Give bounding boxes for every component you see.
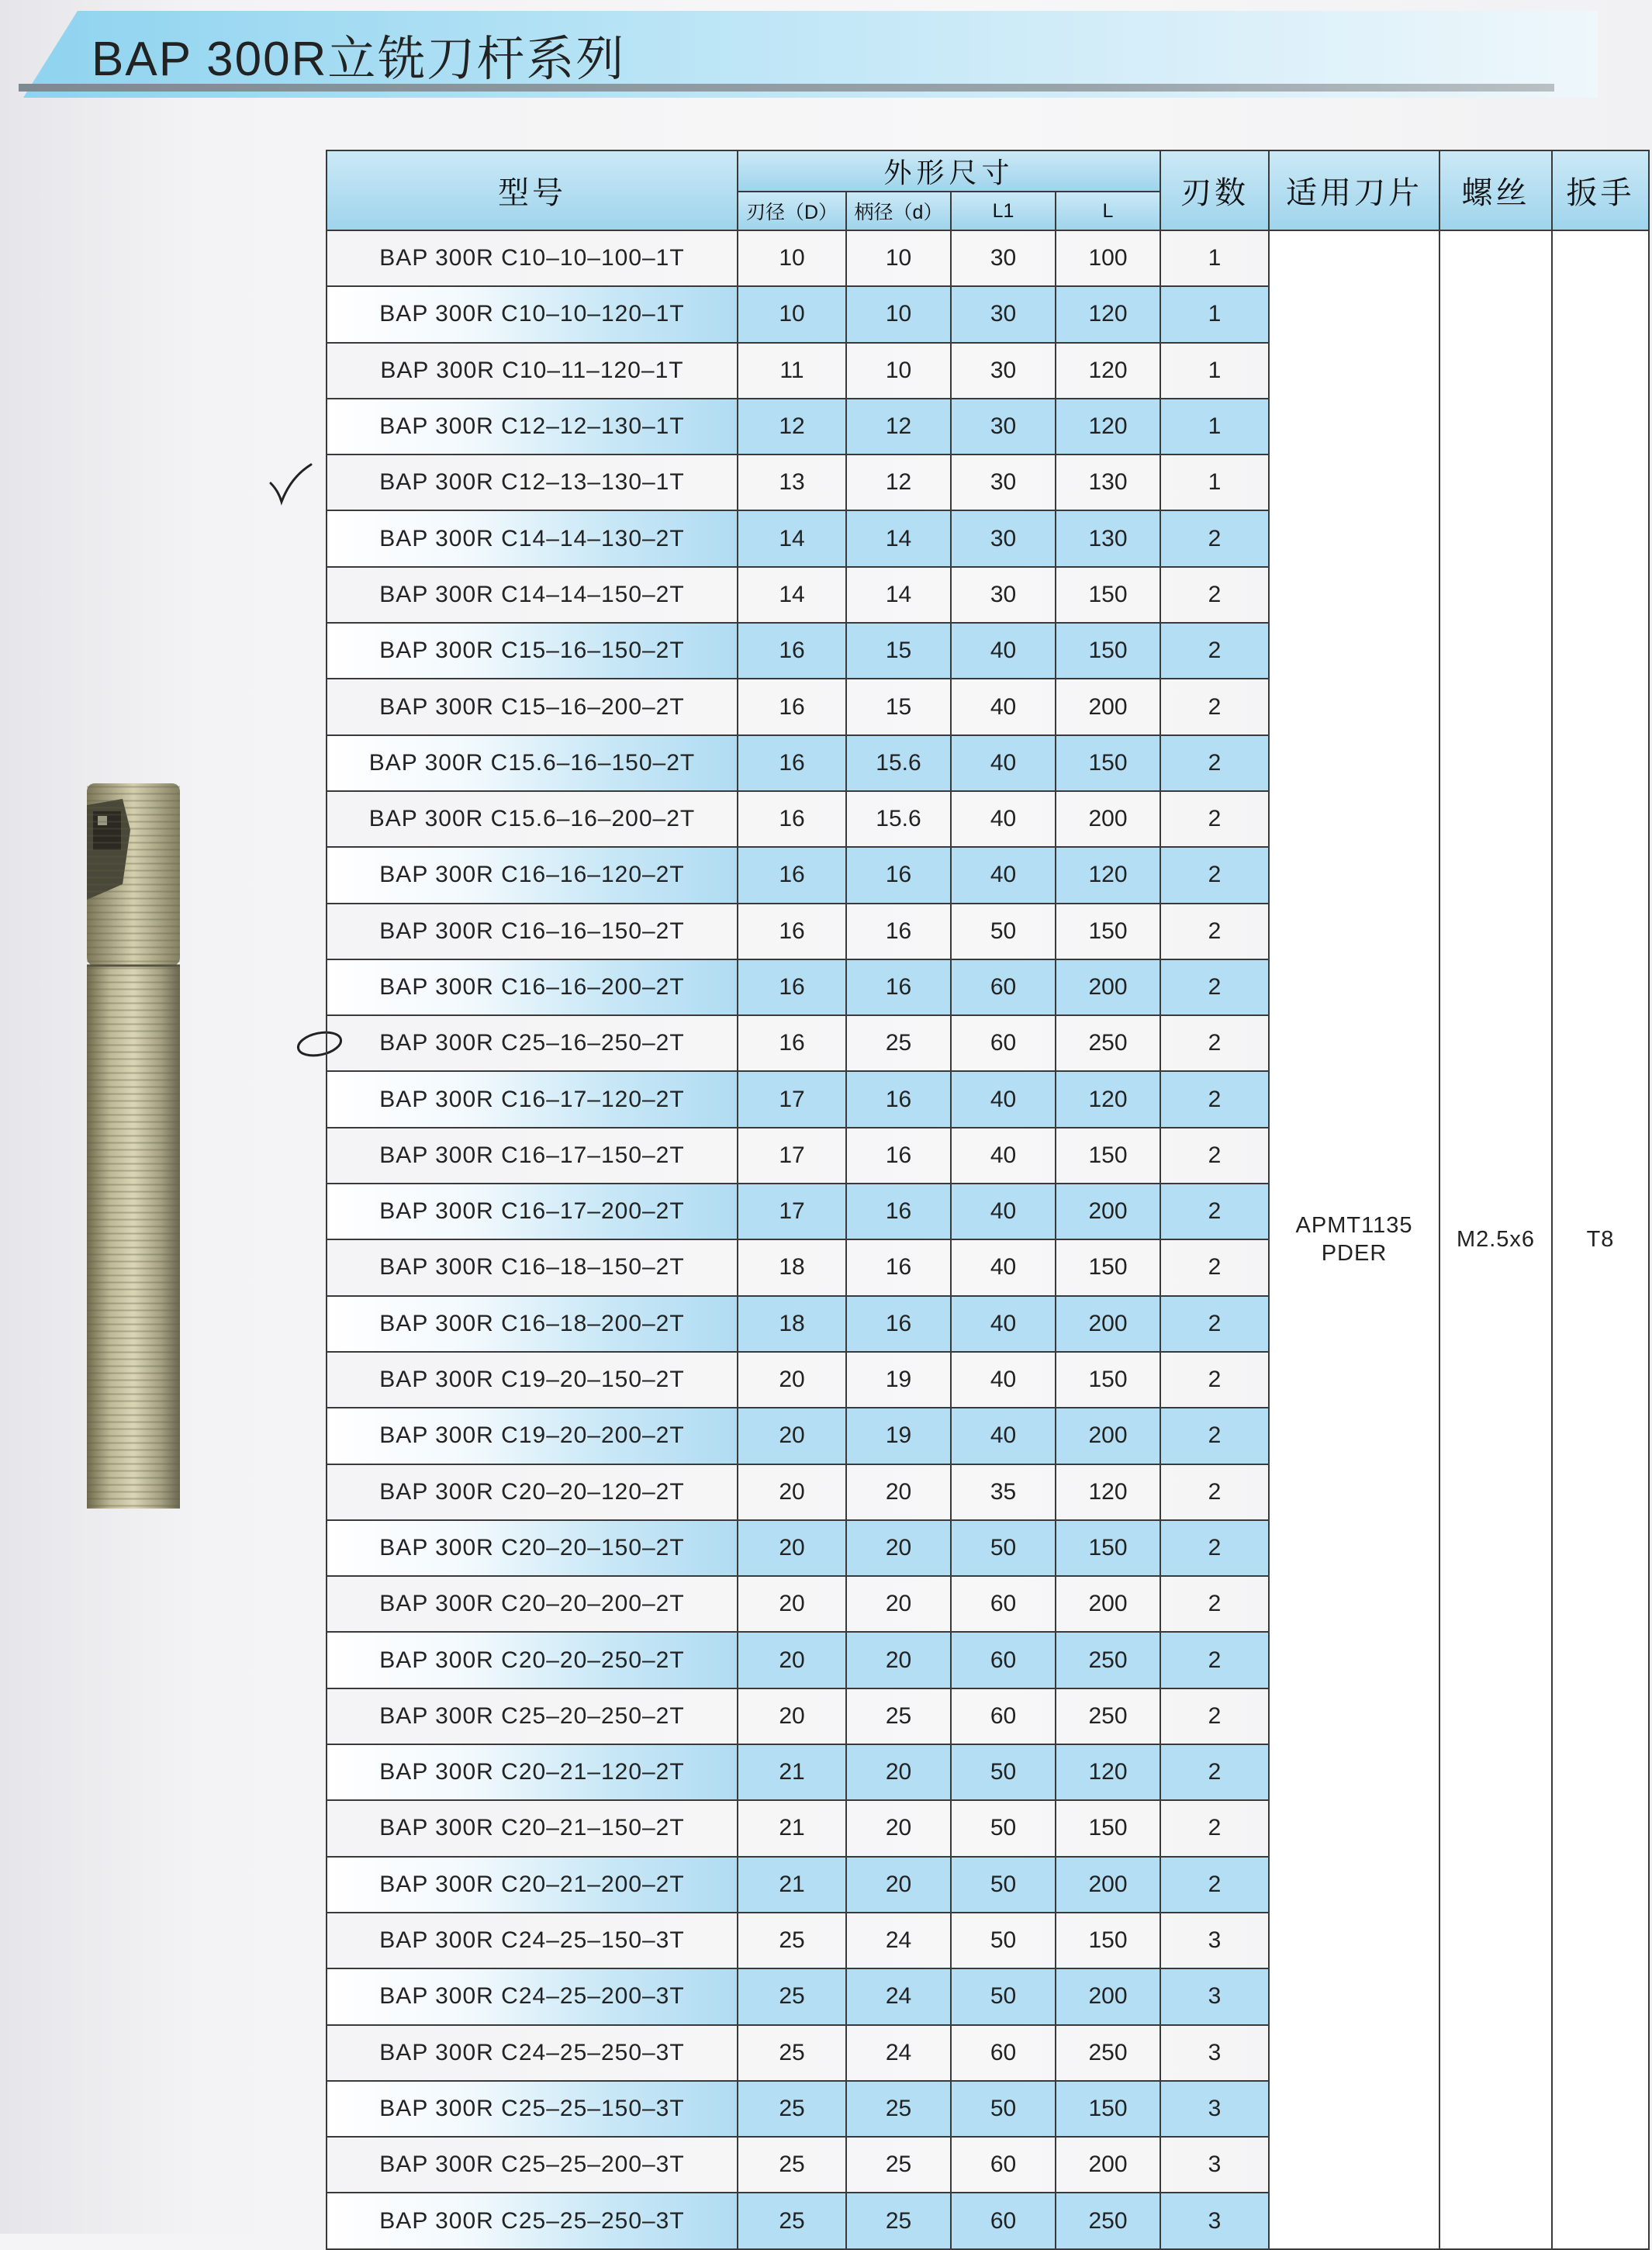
flutes-cell: 2 xyxy=(1160,1632,1269,1688)
l-cell: 150 xyxy=(1056,2081,1160,2137)
shank-dia-cell: 14 xyxy=(846,567,951,623)
l-cell: 120 xyxy=(1056,343,1160,399)
l-cell: 100 xyxy=(1056,230,1160,286)
model-cell: BAP 300R C16–16–200–2T xyxy=(327,959,738,1015)
l-cell: 150 xyxy=(1056,567,1160,623)
check-mark-icon xyxy=(268,461,314,508)
shank-dia-cell: 16 xyxy=(846,959,951,1015)
insert-line-2: PDER xyxy=(1321,1241,1388,1267)
shank-dia-cell: 24 xyxy=(846,1913,951,1968)
shank-dia-cell: 15.6 xyxy=(846,791,951,847)
shank-dia-cell: 12 xyxy=(846,399,951,454)
cutting-dia-cell: 17 xyxy=(738,1128,846,1184)
cutting-dia-cell: 20 xyxy=(738,1352,846,1408)
l-cell: 130 xyxy=(1056,454,1160,510)
l1-cell: 50 xyxy=(951,1968,1056,2024)
shank-dia-cell: 25 xyxy=(846,2193,951,2248)
l1-cell: 50 xyxy=(951,1520,1056,1576)
l-cell: 150 xyxy=(1056,1913,1160,1968)
cutting-dia-cell: 10 xyxy=(738,286,846,342)
cutting-dia-cell: 20 xyxy=(738,1576,846,1632)
header-l1: L1 xyxy=(951,192,1056,230)
wrench-cell: T8 xyxy=(1552,230,1649,2249)
shank-dia-cell: 10 xyxy=(846,286,951,342)
l1-cell: 60 xyxy=(951,2193,1056,2248)
model-cell: BAP 300R C14–14–130–2T xyxy=(327,510,738,566)
model-cell: BAP 300R C24–25–200–3T xyxy=(327,1968,738,2024)
l1-cell: 60 xyxy=(951,1015,1056,1071)
l-cell: 200 xyxy=(1056,1576,1160,1632)
l-cell: 200 xyxy=(1056,679,1160,734)
cutting-dia-cell: 12 xyxy=(738,399,846,454)
flutes-cell: 2 xyxy=(1160,735,1269,791)
l-cell: 120 xyxy=(1056,1464,1160,1520)
cutting-dia-cell: 20 xyxy=(738,1688,846,1744)
flutes-cell: 1 xyxy=(1160,454,1269,510)
flutes-cell: 2 xyxy=(1160,1015,1269,1071)
header-screw: 螺丝 xyxy=(1439,150,1552,230)
flutes-cell: 1 xyxy=(1160,343,1269,399)
cutting-dia-cell: 20 xyxy=(738,1632,846,1688)
header-insert: 适用刀片 xyxy=(1269,150,1439,230)
l1-cell: 60 xyxy=(951,959,1056,1015)
shank-dia-cell: 20 xyxy=(846,1520,951,1576)
cutting-dia-cell: 18 xyxy=(738,1239,846,1295)
flutes-cell: 3 xyxy=(1160,1913,1269,1968)
model-cell: BAP 300R C20–20–120–2T xyxy=(327,1464,738,1520)
shank-dia-cell: 20 xyxy=(846,1464,951,1520)
flutes-cell: 2 xyxy=(1160,1576,1269,1632)
l1-cell: 40 xyxy=(951,791,1056,847)
shank-dia-cell: 12 xyxy=(846,454,951,510)
flutes-cell: 2 xyxy=(1160,567,1269,623)
model-cell: BAP 300R C24–25–150–3T xyxy=(327,1913,738,1968)
model-cell: BAP 300R C20–21–200–2T xyxy=(327,1857,738,1913)
l1-cell: 40 xyxy=(951,1352,1056,1408)
shank-dia-cell: 19 xyxy=(846,1408,951,1464)
model-cell: BAP 300R C20–20–250–2T xyxy=(327,1632,738,1688)
flutes-cell: 3 xyxy=(1160,2193,1269,2248)
flutes-cell: 3 xyxy=(1160,2137,1269,2193)
cutting-dia-cell: 16 xyxy=(738,959,846,1015)
flutes-cell: 1 xyxy=(1160,230,1269,286)
cutting-dia-cell: 10 xyxy=(738,230,846,286)
l-cell: 200 xyxy=(1056,1184,1160,1239)
shank-dia-cell: 14 xyxy=(846,510,951,566)
l1-cell: 50 xyxy=(951,904,1056,959)
shank-dia-cell: 25 xyxy=(846,2137,951,2193)
flutes-cell: 2 xyxy=(1160,1071,1269,1127)
l1-cell: 30 xyxy=(951,567,1056,623)
l-cell: 200 xyxy=(1056,791,1160,847)
l-cell: 250 xyxy=(1056,1632,1160,1688)
flutes-cell: 3 xyxy=(1160,1968,1269,2024)
shank-dia-cell: 10 xyxy=(846,230,951,286)
shank-dia-cell: 20 xyxy=(846,1857,951,1913)
flutes-cell: 1 xyxy=(1160,399,1269,454)
l-cell: 150 xyxy=(1056,1128,1160,1184)
header-l: L xyxy=(1056,192,1160,230)
cutting-dia-cell: 18 xyxy=(738,1296,846,1352)
model-cell: BAP 300R C19–20–200–2T xyxy=(327,1408,738,1464)
flutes-cell: 2 xyxy=(1160,791,1269,847)
cutting-dia-cell: 25 xyxy=(738,2137,846,2193)
l-cell: 200 xyxy=(1056,1968,1160,2024)
cutting-dia-cell: 20 xyxy=(738,1408,846,1464)
insert-line-1: APMT1135 xyxy=(1295,1213,1413,1239)
flutes-cell: 2 xyxy=(1160,1296,1269,1352)
l-cell: 120 xyxy=(1056,1744,1160,1800)
model-cell: BAP 300R C25–20–250–2T xyxy=(327,1688,738,1744)
l1-cell: 40 xyxy=(951,1239,1056,1295)
flutes-cell: 2 xyxy=(1160,1688,1269,1744)
l-cell: 200 xyxy=(1056,1408,1160,1464)
shank-dia-cell: 15 xyxy=(846,623,951,679)
l-cell: 130 xyxy=(1056,510,1160,566)
cutting-dia-cell: 16 xyxy=(738,1015,846,1071)
header-dimensions: 外形尺寸 xyxy=(738,150,1160,192)
flutes-cell: 2 xyxy=(1160,1239,1269,1295)
shank-dia-cell: 16 xyxy=(846,904,951,959)
l1-cell: 60 xyxy=(951,1688,1056,1744)
l1-cell: 40 xyxy=(951,1184,1056,1239)
flutes-cell: 2 xyxy=(1160,904,1269,959)
cutting-dia-cell: 25 xyxy=(738,1968,846,2024)
shank-dia-cell: 20 xyxy=(846,1576,951,1632)
page-title: BAP 300R立铣刀杆系列 xyxy=(92,33,626,86)
cutting-dia-cell: 16 xyxy=(738,904,846,959)
l1-cell: 60 xyxy=(951,2025,1056,2081)
l1-cell: 30 xyxy=(951,230,1056,286)
l1-cell: 40 xyxy=(951,623,1056,679)
flutes-cell: 2 xyxy=(1160,1408,1269,1464)
shank-dia-cell: 20 xyxy=(846,1632,951,1688)
model-cell: BAP 300R C16–18–150–2T xyxy=(327,1239,738,1295)
flutes-cell: 3 xyxy=(1160,2081,1269,2137)
shank-dia-cell: 16 xyxy=(846,1296,951,1352)
l1-cell: 40 xyxy=(951,847,1056,903)
cutting-dia-cell: 16 xyxy=(738,847,846,903)
l-cell: 150 xyxy=(1056,1352,1160,1408)
l-cell: 120 xyxy=(1056,286,1160,342)
model-cell: BAP 300R C20–20–200–2T xyxy=(327,1576,738,1632)
l-cell: 200 xyxy=(1056,1857,1160,1913)
cutting-dia-cell: 17 xyxy=(738,1184,846,1239)
model-cell: BAP 300R C15.6–16–200–2T xyxy=(327,791,738,847)
flutes-cell: 2 xyxy=(1160,510,1269,566)
header-cutting-dia: 刃径（D） xyxy=(738,192,846,230)
flutes-cell: 1 xyxy=(1160,286,1269,342)
model-cell: BAP 300R C10–10–100–1T xyxy=(327,230,738,286)
shank-dia-cell: 16 xyxy=(846,847,951,903)
table-row xyxy=(327,230,1649,286)
model-cell: BAP 300R C15–16–150–2T xyxy=(327,623,738,679)
model-cell: BAP 300R C20–20–150–2T xyxy=(327,1520,738,1576)
model-cell: BAP 300R C12–12–130–1T xyxy=(327,399,738,454)
l-cell: 150 xyxy=(1056,1239,1160,1295)
l1-cell: 35 xyxy=(951,1464,1056,1520)
flutes-cell: 2 xyxy=(1160,623,1269,679)
cutting-dia-cell: 16 xyxy=(738,623,846,679)
header-model: 型号 xyxy=(327,150,738,230)
model-cell: BAP 300R C20–21–150–2T xyxy=(327,1800,738,1856)
shank-dia-cell: 15.6 xyxy=(846,735,951,791)
l1-cell: 40 xyxy=(951,735,1056,791)
flutes-cell: 2 xyxy=(1160,1800,1269,1856)
table-header xyxy=(327,150,1649,230)
l1-cell: 50 xyxy=(951,1744,1056,1800)
flutes-cell: 2 xyxy=(1160,679,1269,734)
insert-cell xyxy=(1269,230,1439,2249)
shank-dia-cell: 25 xyxy=(846,1015,951,1071)
l1-cell: 30 xyxy=(951,343,1056,399)
model-cell: BAP 300R C10–10–120–1T xyxy=(327,286,738,342)
model-cell: BAP 300R C15.6–16–150–2T xyxy=(327,735,738,791)
shank-dia-cell: 10 xyxy=(846,343,951,399)
shank-dia-cell: 25 xyxy=(846,2081,951,2137)
cutting-dia-cell: 11 xyxy=(738,343,846,399)
model-cell: BAP 300R C14–14–150–2T xyxy=(327,567,738,623)
l-cell: 250 xyxy=(1056,2193,1160,2248)
model-cell: BAP 300R C24–25–250–3T xyxy=(327,2025,738,2081)
l-cell: 250 xyxy=(1056,1015,1160,1071)
shank-dia-cell: 16 xyxy=(846,1071,951,1127)
l1-cell: 40 xyxy=(951,1296,1056,1352)
flutes-cell: 2 xyxy=(1160,1744,1269,1800)
l-cell: 200 xyxy=(1056,2137,1160,2193)
cutting-dia-cell: 14 xyxy=(738,510,846,566)
flutes-cell: 3 xyxy=(1160,2025,1269,2081)
l-cell: 250 xyxy=(1056,2025,1160,2081)
l1-cell: 40 xyxy=(951,1071,1056,1127)
model-cell: BAP 300R C25–16–250–2T xyxy=(327,1015,738,1071)
l-cell: 150 xyxy=(1056,735,1160,791)
model-cell: BAP 300R C16–18–200–2T xyxy=(327,1296,738,1352)
l1-cell: 50 xyxy=(951,2081,1056,2137)
cutting-dia-cell: 21 xyxy=(738,1800,846,1856)
flutes-cell: 2 xyxy=(1160,1520,1269,1576)
l-cell: 150 xyxy=(1056,904,1160,959)
cutting-dia-cell: 16 xyxy=(738,735,846,791)
l-cell: 120 xyxy=(1056,399,1160,454)
cutting-dia-cell: 17 xyxy=(738,1071,846,1127)
cutting-dia-cell: 16 xyxy=(738,791,846,847)
l-cell: 200 xyxy=(1056,959,1160,1015)
shank-dia-cell: 24 xyxy=(846,1968,951,2024)
flutes-cell: 2 xyxy=(1160,1352,1269,1408)
table-body xyxy=(327,230,1649,2249)
cutting-dia-cell: 25 xyxy=(738,2193,846,2248)
l1-cell: 60 xyxy=(951,2137,1056,2193)
model-cell: BAP 300R C16–16–120–2T xyxy=(327,847,738,903)
l1-cell: 30 xyxy=(951,510,1056,566)
header-shank-dia: 柄径（d） xyxy=(846,192,951,230)
l1-cell: 30 xyxy=(951,454,1056,510)
shank-dia-cell: 25 xyxy=(846,1688,951,1744)
flutes-cell: 2 xyxy=(1160,1464,1269,1520)
shank-dia-cell: 16 xyxy=(846,1128,951,1184)
model-cell: BAP 300R C19–20–150–2T xyxy=(327,1352,738,1408)
model-cell: BAP 300R C15–16–200–2T xyxy=(327,679,738,734)
l-cell: 120 xyxy=(1056,847,1160,903)
l-cell: 120 xyxy=(1056,1071,1160,1127)
screw-cell: M2.5x6 xyxy=(1439,230,1552,2249)
l1-cell: 30 xyxy=(951,286,1056,342)
cutting-dia-cell: 20 xyxy=(738,1520,846,1576)
flutes-cell: 2 xyxy=(1160,1128,1269,1184)
model-cell: BAP 300R C16–16–150–2T xyxy=(327,904,738,959)
l1-cell: 30 xyxy=(951,399,1056,454)
shank-dia-cell: 16 xyxy=(846,1239,951,1295)
l1-cell: 40 xyxy=(951,679,1056,734)
cutting-dia-cell: 21 xyxy=(738,1744,846,1800)
model-cell: BAP 300R C16–17–150–2T xyxy=(327,1128,738,1184)
model-cell: BAP 300R C10–11–120–1T xyxy=(327,343,738,399)
cutting-dia-cell: 25 xyxy=(738,2081,846,2137)
model-cell: BAP 300R C16–17–200–2T xyxy=(327,1184,738,1239)
l-cell: 250 xyxy=(1056,1688,1160,1744)
cutting-dia-cell: 13 xyxy=(738,454,846,510)
cutting-dia-cell: 16 xyxy=(738,679,846,734)
l1-cell: 40 xyxy=(951,1408,1056,1464)
shank-dia-cell: 20 xyxy=(846,1744,951,1800)
flutes-cell: 2 xyxy=(1160,847,1269,903)
cutting-dia-cell: 21 xyxy=(738,1857,846,1913)
shank-dia-cell: 15 xyxy=(846,679,951,734)
model-cell: BAP 300R C25–25–150–3T xyxy=(327,2081,738,2137)
shank-dia-cell: 20 xyxy=(846,1800,951,1856)
l1-cell: 60 xyxy=(951,1632,1056,1688)
l1-cell: 60 xyxy=(951,1576,1056,1632)
shank-dia-cell: 24 xyxy=(846,2025,951,2081)
spec-table xyxy=(326,150,1650,2250)
model-cell: BAP 300R C12–13–130–1T xyxy=(327,454,738,510)
header-flutes: 刃数 xyxy=(1160,150,1269,230)
l1-cell: 40 xyxy=(951,1128,1056,1184)
l-cell: 150 xyxy=(1056,1800,1160,1856)
cutting-dia-cell: 25 xyxy=(738,2025,846,2081)
model-cell: BAP 300R C25–25–200–3T xyxy=(327,2137,738,2193)
flutes-cell: 2 xyxy=(1160,1857,1269,1913)
end-mill-holder-illustration xyxy=(76,783,191,1509)
flutes-cell: 2 xyxy=(1160,1184,1269,1239)
l-cell: 200 xyxy=(1056,1296,1160,1352)
model-cell: BAP 300R C25–25–250–3T xyxy=(327,2193,738,2248)
model-cell: BAP 300R C16–17–120–2T xyxy=(327,1071,738,1127)
l1-cell: 50 xyxy=(951,1857,1056,1913)
flutes-cell: 2 xyxy=(1160,959,1269,1015)
l-cell: 150 xyxy=(1056,623,1160,679)
l1-cell: 50 xyxy=(951,1913,1056,1968)
shank-dia-cell: 16 xyxy=(846,1184,951,1239)
cutting-dia-cell: 14 xyxy=(738,567,846,623)
shank-dia-cell: 19 xyxy=(846,1352,951,1408)
l1-cell: 50 xyxy=(951,1800,1056,1856)
l-cell: 150 xyxy=(1056,1520,1160,1576)
header-wrench: 扳手 xyxy=(1552,150,1649,230)
cutting-dia-cell: 20 xyxy=(738,1464,846,1520)
cutting-dia-cell: 25 xyxy=(738,1913,846,1968)
model-cell: BAP 300R C20–21–120–2T xyxy=(327,1744,738,1800)
